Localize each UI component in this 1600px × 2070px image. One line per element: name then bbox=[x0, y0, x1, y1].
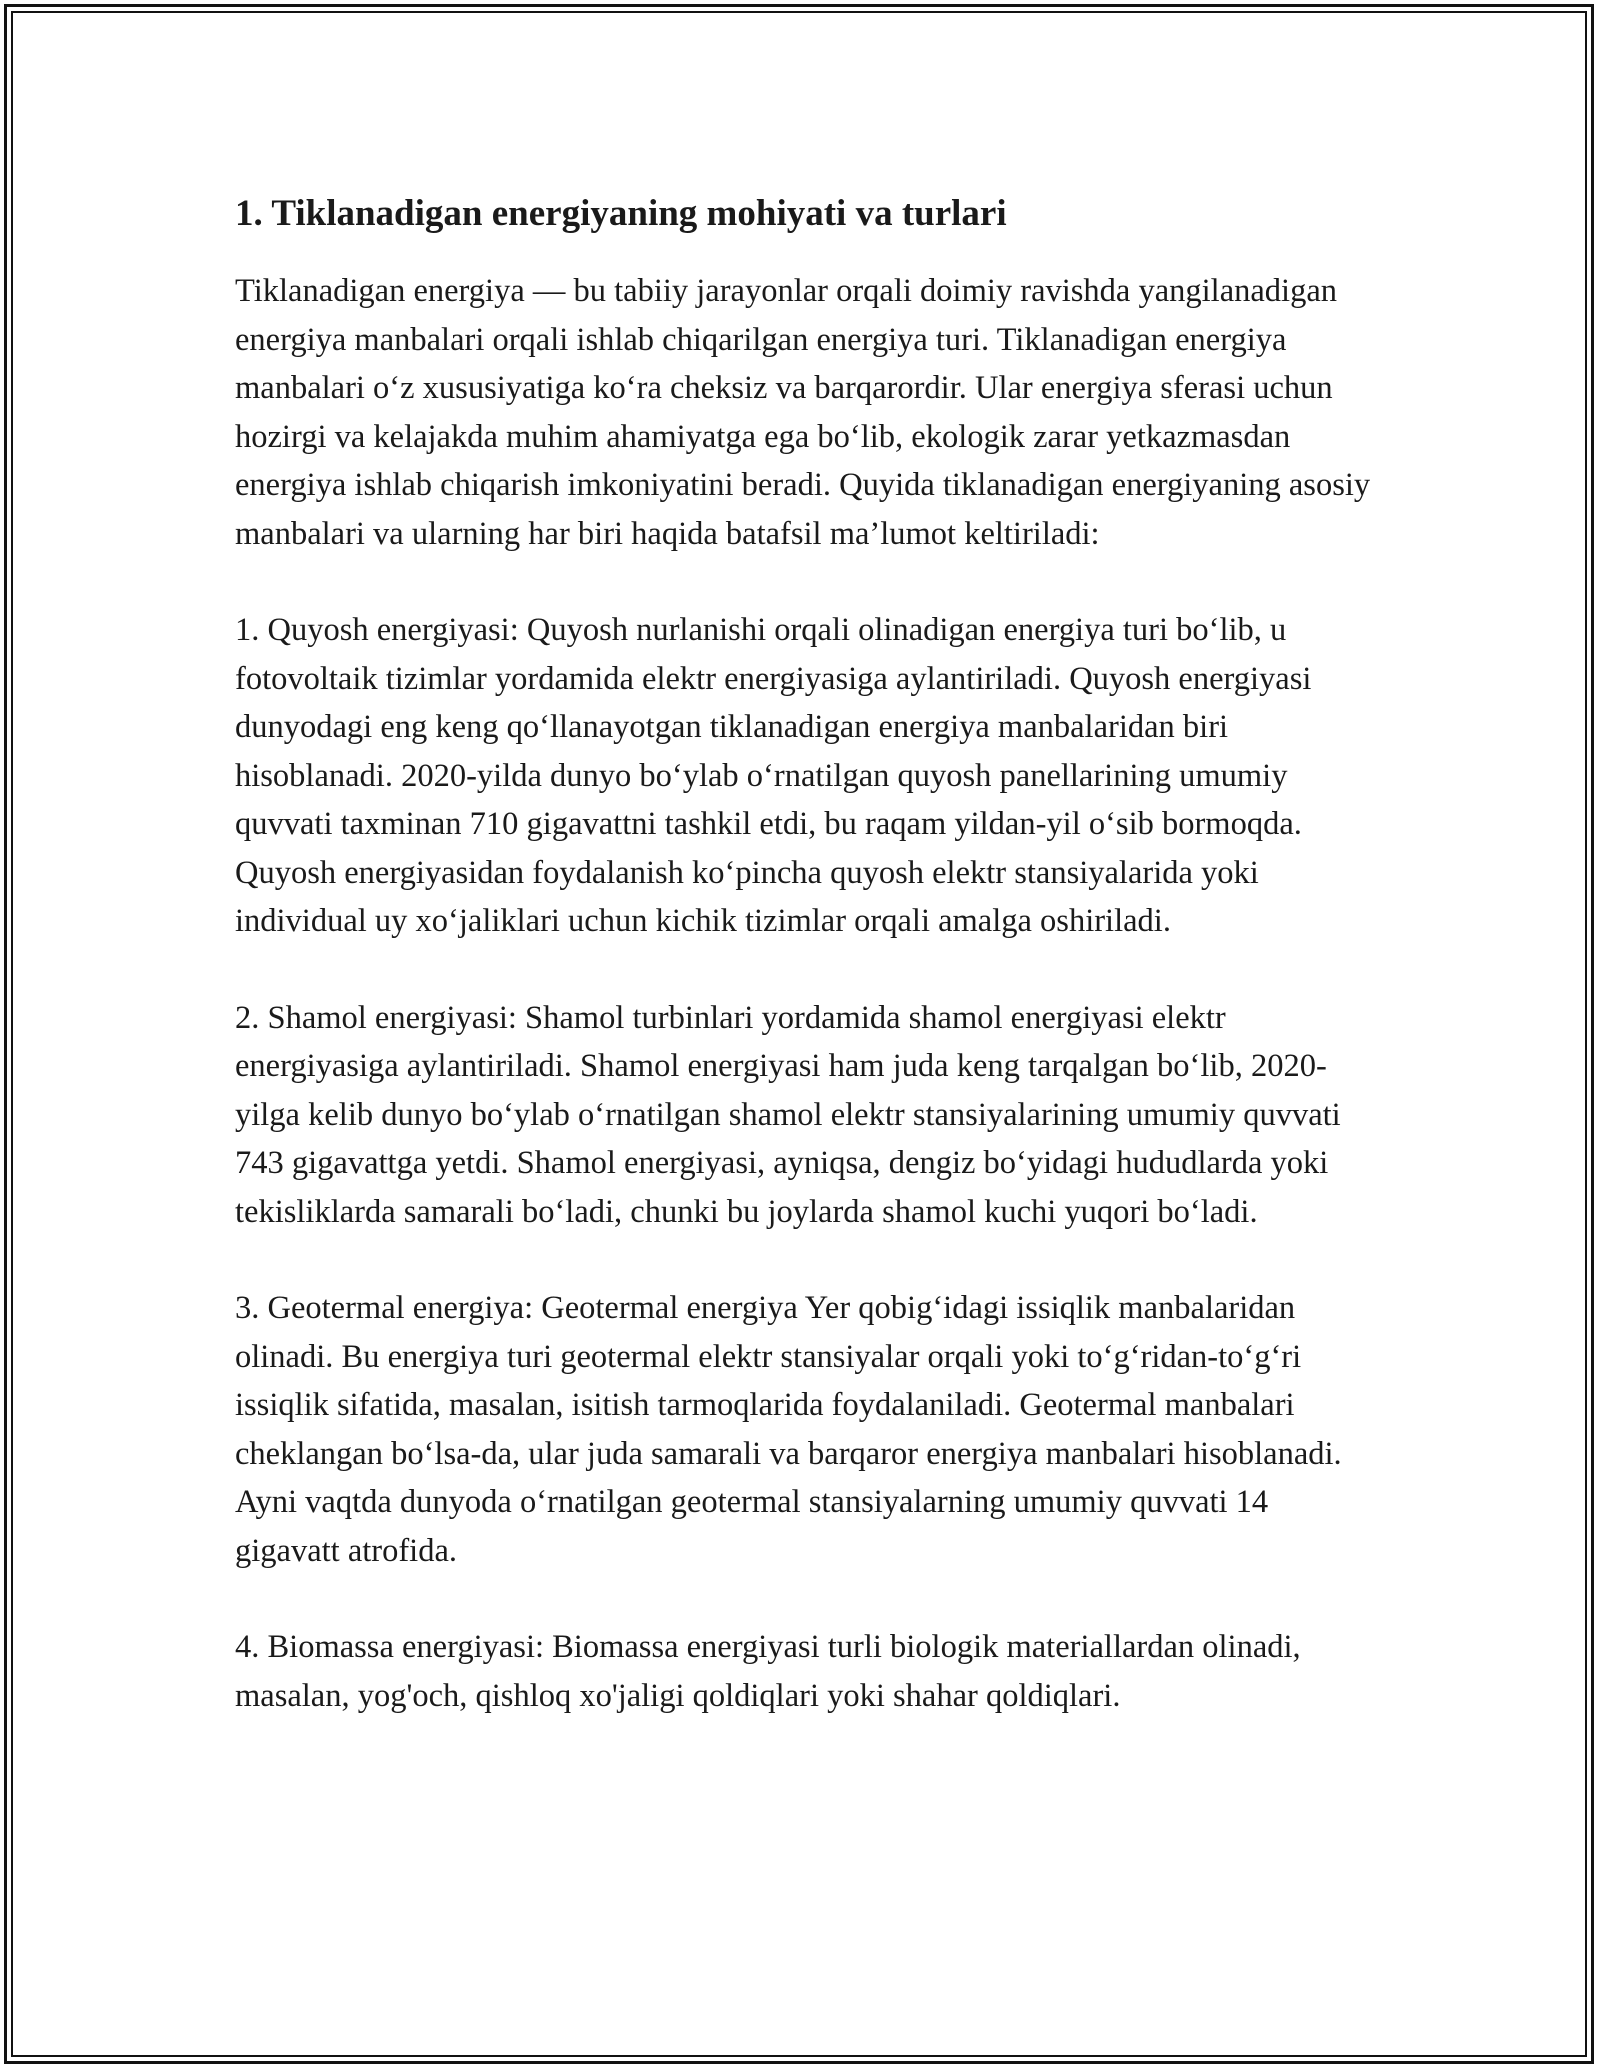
document-body bbox=[235, 183, 1375, 1768]
biomass-energy-paragraph: 4. Biomassa energiyasi: Biomassa energiyasi turli biologik materiallardan olinadi, masalan, yog'och, qishloq xo'jaligi qoldiqlari yoki shahar qoldiqlari. bbox=[235, 1629, 1301, 1714]
wind-energy-paragraph: 2. Shamol energiyasi: Shamol turbinlari yordamida shamol energiyasi elektr energiyasiga aylantiriladi. Shamol energiyasi ham juda keng tarqalgan bo‘lib, 2020-yilga kelib dunyo bo‘ylab o‘rnatilgan shamol elektr stansiyalarining umumiy quvvati 743 gigavattga yetdi. Shamol energiyasi, ayniqsa, dengiz bo‘yidagi hududlarda yoki tekisliklarda samarali bo‘ladi, chunki bu joylarda shamol kuchi yuqori bo‘ladi. bbox=[235, 999, 1341, 1230]
geothermal-energy-paragraph: 3. Geotermal energiya: Geotermal energiya Yer qobig‘idagi issiqlik manbalaridan olinadi. Bu energiya turi geotermal elektr stansiyalar orqali yoki to‘g‘ridan-to‘g‘ri issiqlik sifatida, masalan, isitish tarmoqlarida foydalaniladi. Geotermal manbalari cheklangan bo‘lsa-da, ular juda samarali va barqaror energiya manbalari hisoblanadi. Ayni vaqtda dunyoda o‘rnatilgan geotermal stansiyalarning umumiy quvvati 14 gigavatt atrofida. bbox=[235, 1290, 1342, 1569]
intro-paragraph: Tiklanadigan energiya — bu tabiiy jarayonlar orqali doimiy ravishda yangilanadigan energiya manbalari orqali ishlab chiqarilgan energiya turi. Tiklanadigan energiya manbalari o‘z xususiyatiga ko‘ra cheksiz va barqarordir. Ular energiya sferasi uchun hozirgi va kelajakda muhim ahamiyatga ega bo‘lib, ekologik zarar yetkazmasdan energiya ishlab chiqarish imkoniyatini beradi. Quyida tiklanadigan energiyaning asosiy manbalari va ularning har biri haqida batafsil ma’lumot keltiriladi: bbox=[235, 273, 1371, 552]
solar-energy-paragraph: 1. Quyosh energiyasi: Quyosh nurlanishi orqali olinadigan energiya turi bo‘lib, u fotovoltaik tizimlar yordamida elektr energiyasiga aylantiriladi. Quyosh energiyasi dunyodagi eng keng qo‘llanayotgan tiklanadigan energiya manbalaridan biri hisoblanadi. 2020-yilda dunyo bo‘ylab o‘rnatilgan quyosh panellarining umumiy quvvati taxminan 710 gigavattni tashkil etdi, bu raqam yildan-yil o‘sib bormoqda. Quyosh energiyasidan foydalanish ko‘pincha quyosh elektr stansiyalarida yoki individual uy xo‘jaliklari uchun kichik tizimlar orqali amalga oshiriladi. bbox=[235, 612, 1312, 939]
section-heading: 1. Tiklanadigan energiyaning mohiyati va turlari bbox=[235, 193, 1007, 234]
